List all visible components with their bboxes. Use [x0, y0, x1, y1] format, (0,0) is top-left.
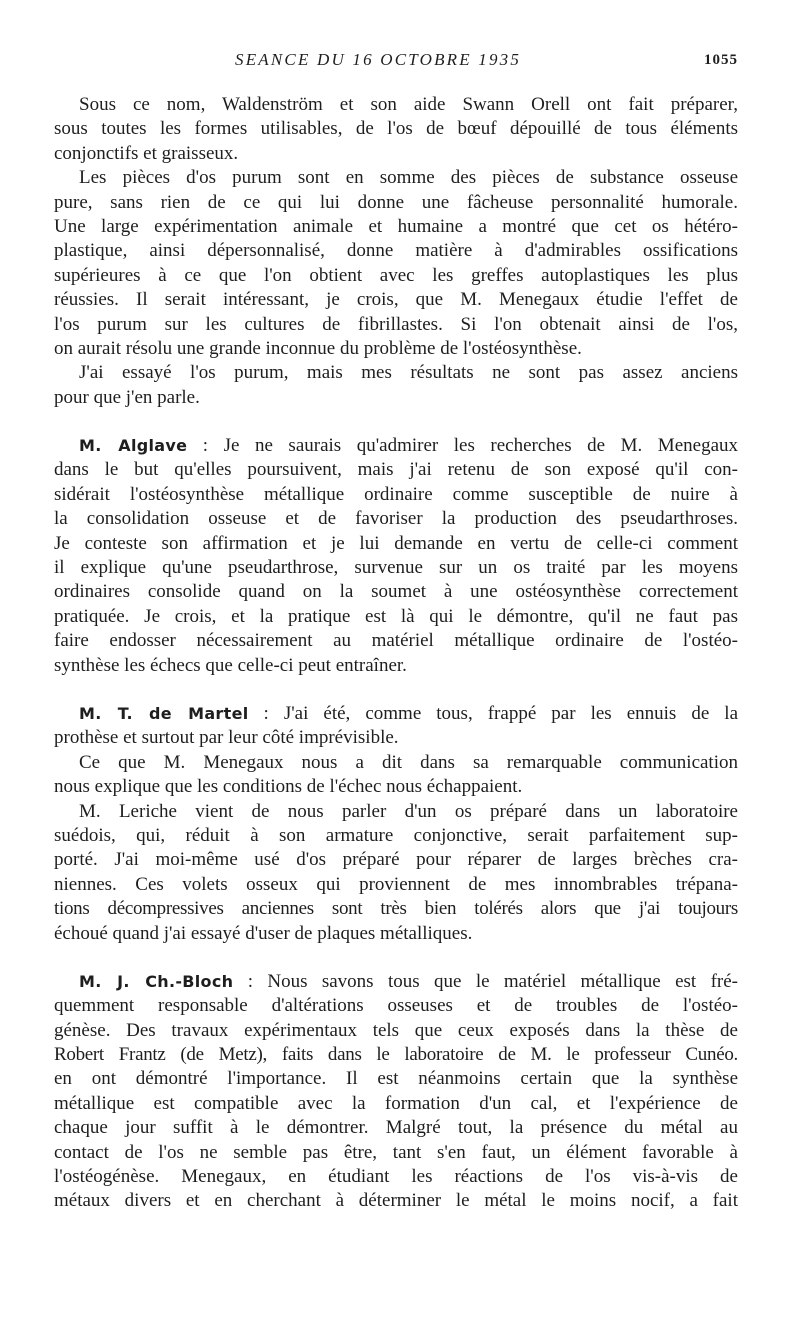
text-line: quemment responsable d'altérations osseuses et de troubles de l'ostéo- — [54, 995, 738, 1017]
text-line: tions décompressives anciennes sont très bien tolérés alors que j'ai toujours — [54, 898, 738, 920]
text-line: contact de l'os ne semble pas être, tant s'en faut, un élément favorable à — [54, 1141, 738, 1163]
paragraph — [54, 93, 738, 166]
text-line: sidérait l'ostéosynthèse métallique ordinaire comme susceptible de nuire à — [54, 483, 738, 505]
text-line: faire endosser nécessairement au matériel métallique ordinaire de l'ostéo- — [54, 630, 738, 652]
text-line: pure, sans rien de ce qui lui donne une fâcheuse personnalité humorale. — [54, 191, 738, 213]
text-line: la consolidation osseuse et de favoriser la production des pseudarthroses. — [54, 508, 738, 530]
text-line: Une large expérimentation animale et humaine a montré que cet os hétéro- — [54, 215, 738, 237]
text-line: supérieures à ce que l'on obtient avec les greffes autoplastiques les plus — [54, 264, 738, 286]
text-line: Ce que M. Menegaux nous a dit dans sa remarquable communication — [79, 751, 738, 773]
speaker-name: M. J. Ch.-Bloch — [79, 971, 234, 991]
text-line — [54, 434, 738, 458]
text-line: plastique, ainsi dépersonnalisé, donne matière à d'admirables ossifications — [54, 240, 738, 262]
text-line: suédois, qui, réduit à son armature conjonctive, serait parfaitement sup- — [54, 824, 738, 846]
text-line: pratiquée. Je crois, et la pratique est là qui le démontre, qu'il ne faut pas — [54, 605, 738, 627]
speaker-name: M. Alglave — [79, 436, 188, 456]
text-line: pour que j'en parle. — [54, 386, 200, 408]
text-line: sous toutes les formes utilisables, de l'os de bœuf dépouillé de tous éléments — [54, 118, 738, 140]
paragraph — [54, 800, 738, 946]
text-line: Sous ce nom, Waldenström et son aide Swann Orell ont fait préparer, — [79, 94, 738, 115]
text-line — [54, 970, 738, 994]
text-line: réussies. Il serait intéressant, je crois, que M. Menegaux étudie l'effet de — [54, 289, 738, 311]
paragraph-de-martel — [54, 702, 738, 751]
text-line: chaque jour suffit à le démontrer. Malgré tout, la présence du métal au — [54, 1117, 738, 1139]
body-text — [54, 93, 738, 1214]
text-line: en ont démontré l'importance. Il est néanmoins certain que la synthèse — [54, 1068, 738, 1090]
text-line: J'ai essayé l'os purum, mais mes résultats ne sont pas assez anciens — [79, 362, 738, 384]
paragraph-bloch — [54, 970, 738, 1214]
text-line: génèse. Des travaux expérimentaux tels que ceux exposés dans la thèse de — [54, 1019, 738, 1041]
text-line: nous explique que les conditions de l'échec nous échappaient. — [54, 776, 523, 798]
text-line: l'ostéogénèse. Menegaux, en étudiant les réactions de l'os vis-à-vis de — [54, 1166, 738, 1188]
running-title: SEANCE DU 16 OCTOBRE 1935 — [235, 50, 522, 69]
text-line — [54, 702, 738, 726]
paragraph — [54, 751, 738, 800]
speaker-name: M. T. de Martel — [79, 703, 249, 723]
text-line: porté. J'ai moi-même usé d'os préparé pour réparer de larges brèches cra- — [54, 849, 738, 871]
paragraph-alglave — [54, 434, 738, 678]
text-line: prothèse et surtout par leur côté imprévisible. — [54, 727, 399, 749]
text-line: ordinaires consolide quand on la soumet à une ostéosynthèse correctement — [54, 581, 738, 603]
page-number: 1055 — [704, 52, 738, 68]
text-line-rest: : J'ai été, comme tous, frappé par les ennuis de la — [248, 702, 739, 724]
text-line: il explique qu'une pseudarthrose, survenue sur un os traité par les moyens — [54, 557, 738, 579]
text-line-rest: : Nous savons tous que le matériel métallique est fré- — [233, 970, 738, 992]
text-line: M. Leriche vient de nous parler d'un os préparé dans un laboratoire — [79, 800, 738, 822]
text-line: synthèse les échecs que celle-ci peut entraîner. — [54, 654, 407, 676]
text-line: l'os purum sur les cultures de fibrillastes. Si l'on obtenait ainsi de l'os, — [54, 313, 738, 335]
text-line: niennes. Ces volets osseux qui proviennent de mes innombrables trépana- — [54, 873, 738, 895]
paragraph — [54, 361, 738, 410]
text-line: Robert Frantz (de Metz), faits dans le laboratoire de M. le professeur Cunéo. — [54, 1044, 738, 1066]
text-line: on aurait résolu une grande inconnue du problème de l'ostéosynthèse. — [54, 337, 582, 359]
text-line-rest: : Je ne saurais qu'admirer les recherches de M. Menegaux — [187, 435, 738, 457]
text-line: conjonctifs et graisseux. — [54, 142, 239, 164]
text-line: dans le but qu'elles poursuivent, mais j'ai retenu de son exposé qu'il con- — [54, 459, 738, 481]
text-line: métallique est compatible avec la formation d'un cal, et l'expérience de — [54, 1092, 738, 1114]
paragraph — [54, 166, 738, 361]
text-line: métaux divers et en cherchant à déterminer le métal le moins nocif, a fait — [54, 1190, 738, 1212]
text-line: échoué quand j'ai essayé d'user de plaques métalliques. — [54, 922, 473, 944]
text-line: Je conteste son affirmation et je lui demande en vertu de celle-ci comment — [54, 532, 738, 554]
text-line: Les pièces d'os purum sont en somme des pièces de substance osseuse — [79, 167, 738, 189]
